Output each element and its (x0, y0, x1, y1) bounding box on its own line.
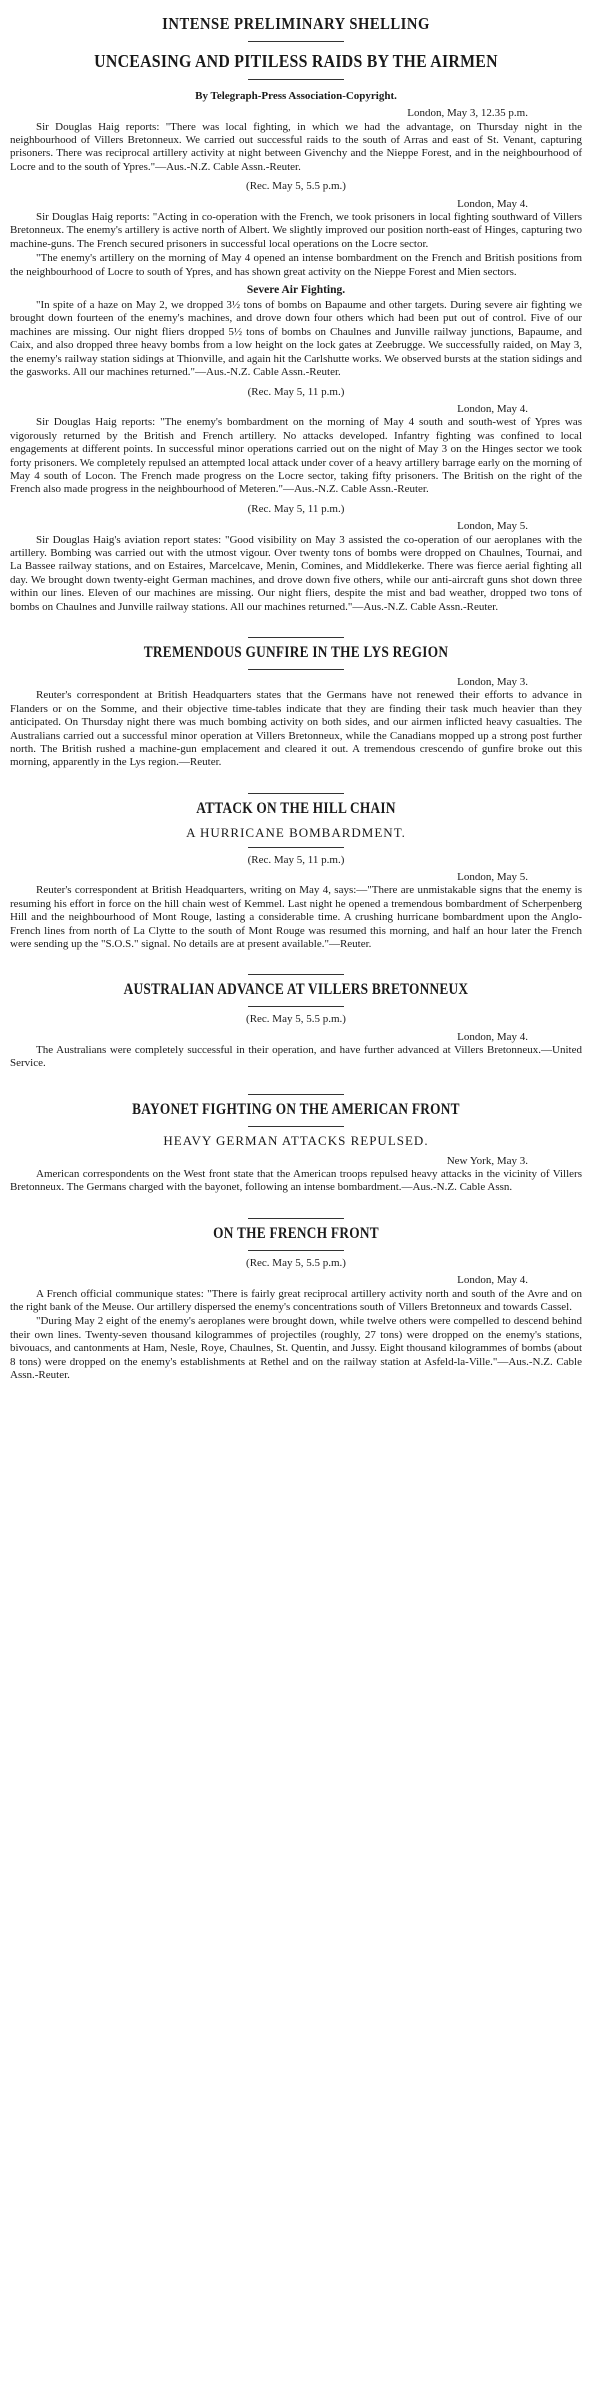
section-lys-gunfire (10, 644, 582, 770)
divider (248, 79, 344, 80)
section-heading: TREMENDOUS GUNFIRE IN THE LYS REGION (143, 644, 449, 661)
section-australian-advance (10, 981, 582, 1071)
section-heading: BAYONET FIGHTING ON THE AMERICAN FRONT (132, 1100, 460, 1118)
dateline: London, May 4. (457, 402, 528, 415)
paragraph: Sir Douglas Haig's aviation report states: "Good visibility on May 3 assisted the co-operation of our aeroplanes with the artillery. Bombing was carried out with the utmost vigour. Over twenty tons of bombs were dropped on Chaulnes, Tournai, and La Bassee railway stations, and on Estaires, Marcelcave, Menin, Comines, and Middlekerke. There was fierce aerial fighting all day. We brought down twenty-eight German machines, and drove down five others, while our anti-aircraft guns shot down three within our lines. Eleven of our machines are missing. Our night fliers, despite the mist and bad weather, dropped two tons of bombs on Chaulnes and Junville railway stations. All our machines returned."—Aus.-N.Z. Cable Assn.-Reuter. (10, 533, 582, 613)
section-heading: AUSTRALIAN ADVANCE AT VILLERS BRETONNEUX (123, 981, 469, 999)
divider (248, 1094, 344, 1095)
divider (248, 974, 344, 975)
divider (248, 1126, 344, 1127)
sub-heading: HEAVY GERMAN ATTACKS REPULSED. (163, 1132, 429, 1148)
divider (248, 41, 344, 42)
section-french-front (10, 1225, 582, 1383)
paragraph: Reuter's correspondent at British Headquarters states that the Germans have not renewed their efforts to advance in Flanders or on the Somme, and their objective time-tables indicate that they are finding their task much heavier than they anticipated. On Thursday night there was much bombing activity on both sides, and our airmen inflicted heavy casualties. The Australians carried out a successful minor operation at Villers Bretonneux, while the Canadians mopped up a strong post further north. The British rushed a machine-gun emplacement and cleared it out. A tremendous crescendo of gunfire broke out this morning, apparently in the Lys region.—Reuter. (10, 689, 582, 769)
paragraph: "In spite of a haze on May 2, we dropped 3½ tons of bombs on Bapaume and other targets. During severe air fighting we brought down fourteen of the enemy's machines, and drove down four others which had been put out of control. Five of our machines are missing. Our night fliers dropped 5½ tons of bombs on Chaulnes and Junville railway junctions, Bapaume, and Caix, and also dropped three heavy bombs from a low height on the lock gates at Zeebrugge. We successfully raided, on May 3, the enemy's railway station sidings at Thionville, and again hit the Carlshutte works. We observed bursts at the station sidings and the gasworks. All our machines returned."—Aus.-N.Z. Cable Assn.-Reuter. (10, 299, 582, 379)
received-note: (Rec. May 5, 11 p.m.) (247, 502, 345, 515)
byline: By Telegraph-Press Association-Copyright. (195, 89, 397, 102)
paragraph: "The enemy's artillery on the morning of May 4 opened an intense bombardment on the French and British positions from the neighbourhood of Locre to south of Ypres, and has shown great activity on the Nieppe Forest and Mien sectors. (10, 252, 582, 278)
divider (248, 1250, 344, 1251)
divider (248, 1006, 344, 1007)
section-haig-reports (10, 107, 582, 614)
dateline: New York, May 3. (446, 1154, 528, 1167)
paragraph: American correspondents on the West front state that the American troops repulsed heavy attacks in the vicinity of Villers Bretonneux. The Germans charged with the bayonet, following an intense bombardment.—Aus.-N.Z. Cable Assn. (10, 1168, 582, 1194)
divider (248, 1218, 344, 1219)
paragraph: "During May 2 eight of the enemy's aeroplanes were brought down, while twelve others were compelled to descend behind their own lines. Twenty-seven thousand kilogrammes of projectiles (roughly, 27 tons) were dropped on the enemy's stations, bivouacs, and cantonments at Ham, Nesle, Roye, Chaulnes, St. Quentin, and Jussy. Eight thousand kilogrammes of bombs (about 8 tons) were dropped on the enemy's establishments at Rethel and on the railway station at Asfeld-la-Ville."—Aus.-N.Z. Cable Assn.-Reuter. (10, 1315, 582, 1382)
paragraph: Sir Douglas Haig reports: "Acting in co-operation with the French, we took prisoners in local fighting southward of Villers Bretonneux. The enemy's artillery is active north of Albert. We slightly improved our position north-east of Hinges, capturing two machine-guns. The French secured prisoners in successful local operations on the Locre sector. (10, 211, 582, 250)
dateline: London, May 4. (457, 1274, 528, 1287)
dateline: London, May 4. (457, 197, 528, 210)
section-american-front (10, 1101, 582, 1195)
paragraph: Sir Douglas Haig reports: "The enemy's bombardment on the morning of May 4 south and south-west of Ypres was vigorously returned by the British and French artillery. No attacks developed. Infantry fighting was confined to local engagements at different points. In successful minor operations carried out on the night of May 3 on the Hinges sector we took forty prisoners. We completely repulsed an attempted local attack under cover of a heavy artillery barrage early on the morning of May 4 south of Locon. The French made progress on the Locre sector, taking fifty prisoners. The British on the right of the French also made progress in the neighbourhood of Meteren."—Aus.-N.Z. Cable Assn.-Reuter. (10, 416, 582, 496)
top-heading: INTENSE PRELIMINARY SHELLING (162, 14, 430, 33)
paragraph: Reuter's correspondent at British Headquarters, writing on May 4, says:—"There are unmistakable signs that the enemy is resuming his effort in force on the hill chain west of Kemmel. Last night he opened a tremendous bombardment of Scherpenberg Hill and the neighbourhood of Mont Rouge, lasting a considerable time. A crushing hurricane bombardment upon the Anglo-French lines from north of La Clytte to the south of Mont Rouge was resumed this morning, and half an hour later the French were sending up the "S.O.S." signal. No details are at present available."—Reuter. (10, 884, 582, 950)
divider (248, 793, 344, 794)
dateline: London, May 4. (457, 1030, 528, 1043)
received-note: (Rec. May 5, 5.5 p.m.) (246, 1256, 346, 1269)
dateline: London, May 5. (457, 520, 528, 533)
dateline: London, May 3, 12.35 p.m. (407, 107, 528, 120)
received-note: (Rec. May 5, 5.5 p.m.) (246, 180, 346, 193)
divider (248, 637, 344, 638)
paragraph: The Australians were completely successful in their operation, and have further advanced at Villers Bretonneux.—United Service. (10, 1044, 582, 1070)
side-heading: Severe Air Fighting. (246, 284, 346, 297)
section-hill-chain (10, 800, 582, 952)
received-note: (Rec. May 5, 5.5 p.m.) (246, 1013, 346, 1026)
divider (248, 669, 344, 670)
main-heading: UNCEASING AND PITILESS RAIDS BY THE AIRMEN (94, 50, 498, 71)
section-heading: ON THE FRENCH FRONT (213, 1224, 379, 1242)
sub-heading: A HURRICANE BOMBARDMENT. (186, 824, 406, 840)
paragraph: Sir Douglas Haig reports: "There was local fighting, in which we had the advantage, on Thursday night in the neighbourhood of Villers Bretonneux. We carried out successful raids to the south of Arras and east of St. Venant, capturing prisoners. There was reciprocal artillery activity at night between Givenchy and the Nieppe Forest, and in the neighbourhood of Locre and to the south of Ypres."—Aus.-N.Z. Cable Assn.-Reuter. (10, 120, 582, 173)
paragraph: A French official communique states: "There is fairly great reciprocal artillery activity north and south of the Avre and on the right bank of the Meuse. Our artillery dispersed the enemy's concentrations south of Villers Bretonneux and towards Cassel. (10, 1287, 582, 1313)
section-heading: ATTACK ON THE HILL CHAIN (196, 799, 396, 817)
received-note: (Rec. May 5, 11 p.m.) (247, 853, 345, 866)
received-note: (Rec. May 5, 11 p.m.) (247, 385, 345, 398)
dateline: London, May 3. (457, 675, 528, 688)
divider (248, 847, 344, 848)
dateline: London, May 5. (457, 870, 528, 883)
newspaper-page (10, 0, 582, 1389)
